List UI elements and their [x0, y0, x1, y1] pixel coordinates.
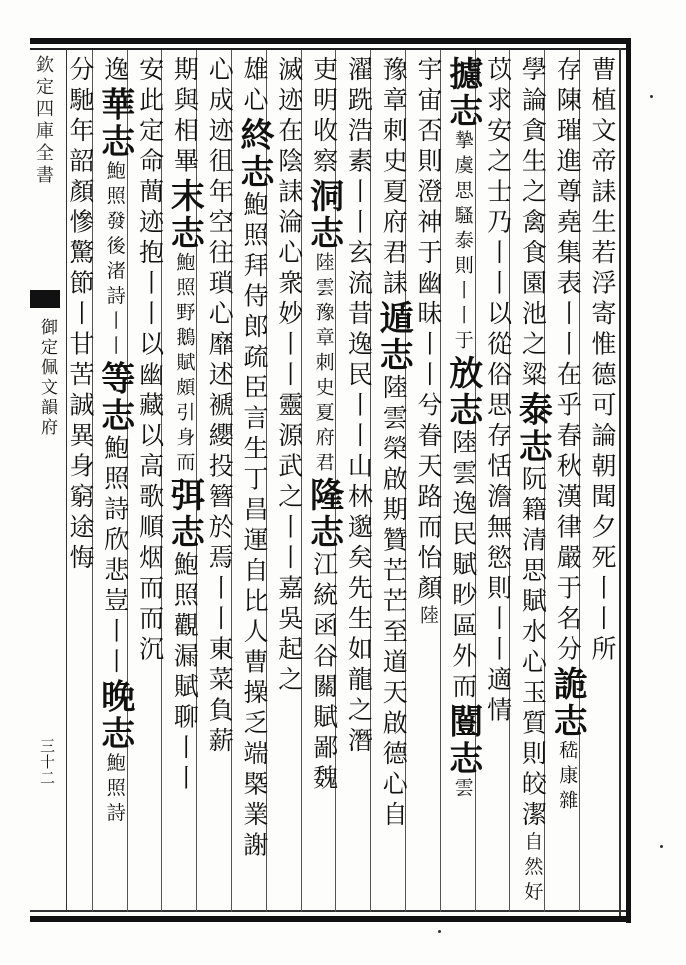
text-segment: 鮑照觀漏賦聊丨丨: [170, 551, 200, 795]
entry-headword: 華志: [94, 86, 135, 161]
page-number: 三十二: [38, 738, 56, 786]
text-segment: 滅迹在陰: [274, 56, 304, 178]
text-segment: 誄淪心衆妙丨丨靈源: [274, 178, 304, 453]
text-segment: 思存恬澹無慾則丨丨適情: [483, 391, 513, 727]
text-segment: 丨丨兮眷天路而怡顏: [414, 330, 443, 605]
text-segment: 摯虞思騷泰則丨丨于: [451, 130, 474, 355]
text-segment: 陸雲豫章刺史夏府君: [312, 252, 335, 477]
text-segment: 豫章刺史夏府君誄: [379, 56, 409, 300]
entry-headword: 終志: [234, 117, 274, 191]
text-segment: 苡求安之士乃丨丨以從俗: [483, 56, 513, 392]
text-segment: 陸雲逸民賦眇區外而: [448, 429, 478, 704]
text-column: [234, 56, 274, 906]
text-segment: 期與相畢: [170, 56, 200, 178]
entry-headword: 遁志: [373, 300, 414, 374]
text-segment: 鮑照拜侍郎疏臣言生丁昌運自比人曹操乏端槩業謝: [240, 191, 269, 862]
text-segment: 鮑照發後渚詩丨丨: [103, 160, 126, 361]
paper-speck: [438, 930, 441, 933]
frame-top-border: [30, 38, 630, 44]
text-column: [443, 56, 483, 906]
text-segment: 陸: [417, 605, 439, 630]
text-segment: 鮑照詩欣悲豈丨丨: [100, 434, 130, 679]
fish-tail-mark: [30, 290, 60, 308]
entry-headword: 闓志: [442, 703, 483, 778]
text-segment: 嵇康雜: [556, 740, 579, 815]
text-segment: 曹植文帝誄生若浮寄惟德可論朝聞夕死丨丨所: [588, 56, 617, 666]
text-column: [512, 56, 552, 906]
entry-headword: 詭志: [547, 666, 588, 740]
text-segment: 窮途悔: [66, 483, 95, 575]
text-segment: 宇宙否則澄神于幽昧: [414, 56, 443, 331]
text-segment: 鮑照野鵝賦頗引身而: [173, 252, 196, 477]
text-segment: 濯跣浩素丨丨玄流: [344, 56, 374, 300]
frame-top-inner-border: [30, 48, 630, 50]
text-segment: 丨甘苦誠異身: [66, 300, 95, 483]
text-segment: 存陳璀進尊堯集表丨丨在乎春秋漢律嚴于名分: [553, 56, 583, 666]
frame-right-border: [626, 38, 631, 923]
text-segment: 蕳迹抱丨丨以幽藏: [135, 178, 165, 422]
entry-headword: 末志: [164, 178, 205, 252]
text-column: [478, 56, 518, 906]
text-column: [95, 56, 135, 906]
frame-bottom-border: [30, 916, 630, 922]
paper-speck: [650, 95, 653, 98]
text-column: [408, 56, 448, 906]
text-segment: 安此定命: [135, 56, 165, 178]
text-segment: 逸: [100, 56, 130, 87]
entry-headword: 洞志: [303, 178, 344, 252]
text-column: [304, 56, 344, 906]
text-segment: 武之丨丨嘉吳起之: [274, 452, 304, 697]
section-title: 御定佩文韻府: [37, 318, 57, 438]
text-segment: 以高歌順烟而而沉: [135, 422, 165, 666]
book-title: 欽定四庫全書: [33, 55, 54, 187]
entry-headword: 泰志: [512, 391, 553, 466]
text-segment: 昔逸民丨丨山林邈矣先生如龍之潛: [344, 300, 374, 758]
text-segment: 雲: [451, 777, 474, 803]
text-column: [547, 56, 587, 906]
text-segment: 陸雲榮啟期贊芒芒至道天啟德心自: [379, 374, 409, 832]
text-column: [338, 56, 378, 906]
frame-bottom-inner-border: [30, 910, 626, 912]
entry-headword: 隆志: [303, 477, 344, 551]
text-column: [582, 56, 622, 906]
text-segment: 心: [205, 56, 235, 87]
text-column: [164, 56, 204, 906]
text-segment: 雄心: [240, 56, 269, 117]
text-segment: 分馳年韶顏慘驚節: [66, 56, 95, 300]
text-segment: 學論貪生之禽食園池之粱: [518, 56, 548, 392]
entry-headword: 放志: [442, 355, 483, 429]
text-segment: 鮑照詩: [103, 752, 126, 828]
text-column: [269, 56, 309, 906]
paper-speck: [660, 845, 663, 848]
entry-headword: 弭志: [164, 477, 205, 551]
entry-headword: 晚志: [94, 678, 135, 753]
text-column: [60, 56, 100, 906]
text-segment: 自然好: [521, 831, 544, 907]
text-column: [130, 56, 170, 906]
entry-headword: 攄志: [442, 56, 483, 130]
entry-headword: 等志: [94, 360, 135, 435]
text-column: [199, 56, 239, 906]
text-segment: 成迹徂年空往瑣心靡述褫纓投簪於焉丨丨東菜負薪: [205, 86, 235, 758]
text-segment: 吏明收察: [309, 56, 339, 178]
text-segment: 江統函谷關賦鄙魏: [309, 551, 339, 795]
text-column: [373, 56, 413, 906]
text-segment: 阮籍清思賦水心玉質則皎潔: [518, 465, 548, 832]
